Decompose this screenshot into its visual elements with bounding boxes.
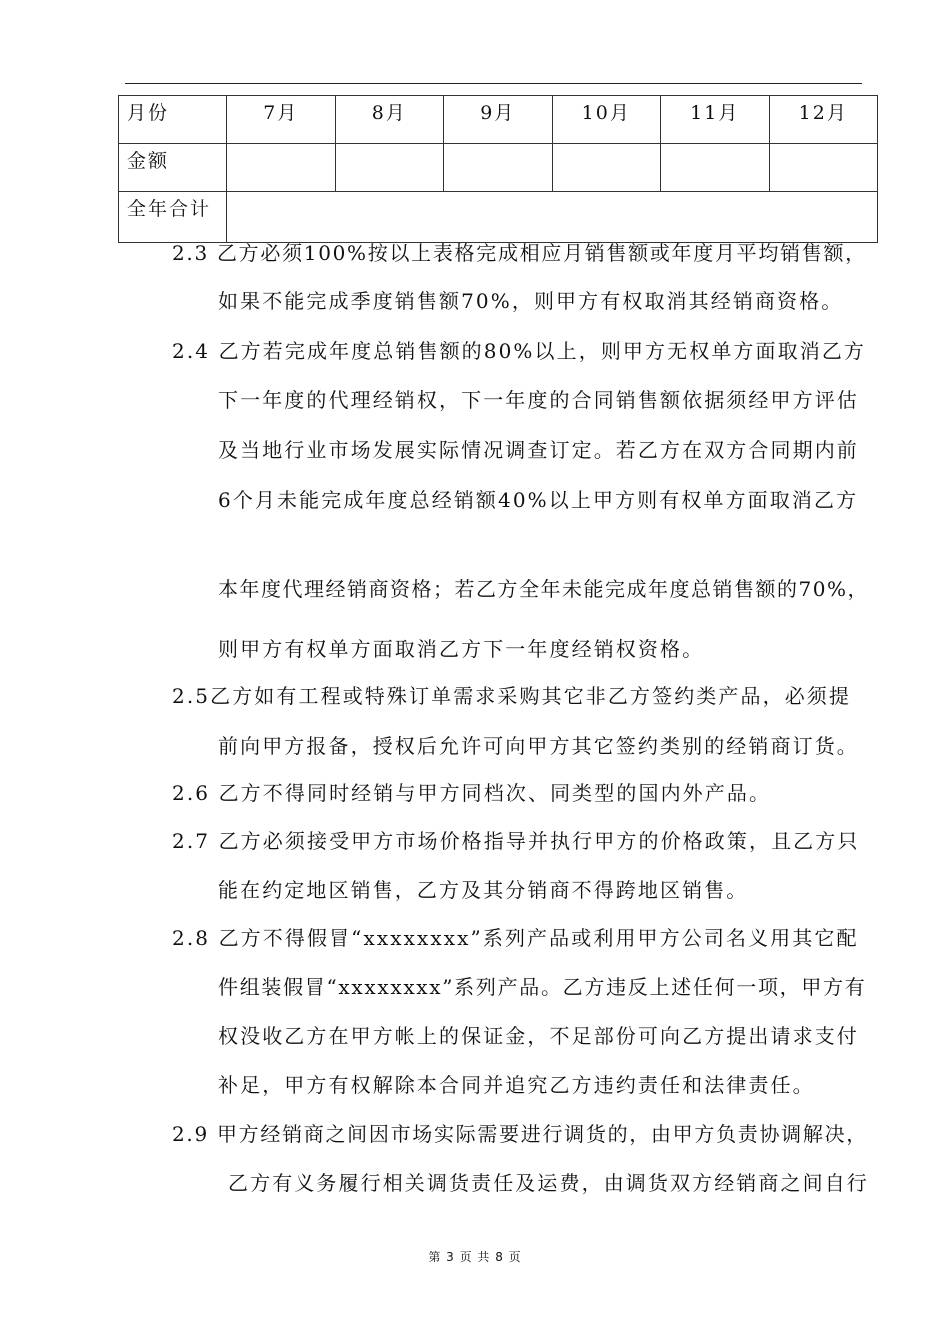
clause-2-4-line-5: 本年度代理经销商资格；若乙方全年未能完成年度总销售额的70%， — [218, 577, 869, 601]
clause-2-8-line-1: 2.8 乙方不得假冒“xxxxxxxx”系列产品或利用甲方公司名义用其它配 — [172, 926, 859, 950]
table-cell-month-12: 12月 — [769, 96, 878, 144]
page-footer: 第 3 页 共 8 页 — [428, 1250, 522, 1264]
clause-2-6-line-1: 2.6 乙方不得同时经销与甲方同档次、同类型的国内外产品。 — [172, 781, 772, 805]
table-cell-total-label: 全年合计 — [119, 192, 227, 243]
table-cell-month-label: 月份 — [119, 96, 227, 144]
clause-2-8-line-2: 件组装假冒“xxxxxxxx”系列产品。乙方违反上述任何一项，甲方有 — [218, 975, 867, 999]
table-cell-month-10: 10月 — [552, 96, 661, 144]
table-cell-month-11: 11月 — [661, 96, 770, 144]
clause-2-8-line-3: 权没收乙方在甲方帐上的保证金，不足部份可向乙方提出请求支付 — [218, 1024, 859, 1048]
clause-2-9-line-1: 2.9 甲方经销商之间因市场实际需要进行调货的，由甲方负责协调解决， — [172, 1122, 868, 1146]
table-cell-amount-9 — [444, 144, 553, 192]
sales-target-table — [118, 95, 878, 243]
table-cell-month-7: 7月 — [227, 96, 336, 144]
table-cell-amount-label: 金额 — [119, 144, 227, 192]
table-row-month — [119, 96, 878, 144]
clause-2-3-line-1: 2.3 乙方必须100%按以上表格完成相应月销售额或年度月平均销售额， — [172, 241, 867, 265]
table-row-amount — [119, 144, 878, 192]
table-cell-total-value — [227, 192, 878, 243]
clause-2-4-line-3: 及当地行业市场发展实际情况调查订定。若乙方在双方合同期内前 — [218, 438, 859, 462]
clause-2-5-line-2: 前向甲方报备，授权后允许可向甲方其它签约类别的经销商订货。 — [218, 734, 859, 758]
table-cell-month-8: 8月 — [335, 96, 444, 144]
table-cell-amount-8 — [335, 144, 444, 192]
clause-2-4-line-1: 2.4 乙方若完成年度总销售额的80%以上，则甲方无权单方面取消乙方 — [172, 339, 867, 363]
table-cell-amount-7 — [227, 144, 336, 192]
clause-2-9-line-2: 乙方有义务履行相关调货责任及运费，由调货双方经销商之间自行 — [228, 1171, 869, 1195]
clause-2-3-line-2: 如果不能完成季度销售额70%，则甲方有权取消其经销商资格。 — [218, 289, 844, 313]
clause-2-4-line-2: 下一年度的代理经销权，下一年度的合同销售额依据须经甲方评估 — [218, 388, 859, 412]
clause-2-7-line-1: 2.7 乙方必须接受甲方市场价格指导并执行甲方的价格政策，且乙方只 — [172, 829, 860, 853]
clause-2-7-line-2: 能在约定地区销售，乙方及其分销商不得跨地区销售。 — [218, 878, 749, 902]
clause-2-4-line-4: 6个月未能完成年度总经销额40%以上甲方则有权单方面取消乙方 — [218, 488, 859, 512]
clause-2-8-line-4: 补足，甲方有权解除本合同并追究乙方违约责任和法律责任。 — [218, 1073, 815, 1097]
table-cell-amount-11 — [661, 144, 770, 192]
header-rule — [125, 83, 862, 84]
table-row-total — [119, 192, 878, 243]
table-cell-amount-10 — [552, 144, 661, 192]
table-cell-amount-12 — [769, 144, 878, 192]
clause-2-5-line-1: 2.5乙方如有工程或特殊订单需求采购其它非乙方签约类产品，必须提 — [172, 684, 852, 708]
table-cell-month-9: 9月 — [444, 96, 553, 144]
clause-2-4-line-6: 则甲方有权单方面取消乙方下一年度经销权资格。 — [218, 637, 705, 661]
